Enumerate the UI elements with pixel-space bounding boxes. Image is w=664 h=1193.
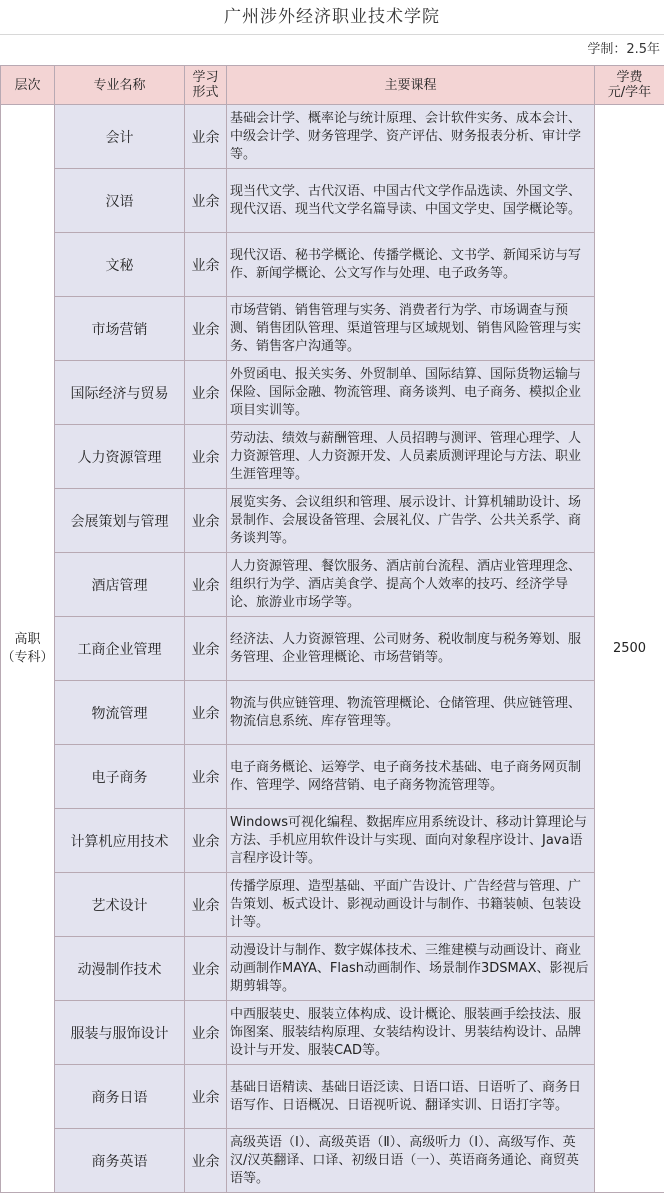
study-mode: 业余 <box>185 873 227 937</box>
major-name: 服装与服饰设计 <box>55 1001 185 1065</box>
major-name: 计算机应用技术 <box>55 809 185 873</box>
table-row <box>1 937 664 1001</box>
table-row <box>1 681 664 745</box>
level-line1: 高职 <box>14 632 40 647</box>
major-name: 文秘 <box>55 233 185 297</box>
major-name: 工商企业管理 <box>55 617 185 681</box>
major-name: 会展策划与管理 <box>55 489 185 553</box>
major-name: 商务日语 <box>55 1065 185 1129</box>
header-mode-line2: 形式 <box>192 85 218 100</box>
study-mode: 业余 <box>185 361 227 425</box>
main-courses: 中西服装史、服装立体构成、设计概论、服装画手绘技法、服饰图案、服装结构原理、女装结构设计、男装结构设计、品牌设计与开发、服装CAD等。 <box>227 1001 595 1065</box>
main-courses: 现当代文学、古代汉语、中国古代文学作品选读、外国文学、现代汉语、现当代文学名篇导读、中国文学史、国学概论等。 <box>227 169 595 233</box>
table-row <box>1 873 664 937</box>
table-row <box>1 809 664 873</box>
major-name: 艺术设计 <box>55 873 185 937</box>
major-name: 国际经济与贸易 <box>55 361 185 425</box>
main-courses: 动漫设计与制作、数字媒体技术、三维建模与动画设计、商业动画制作MAYA、Flash动画制作、场景制作3DSMAX、影视后期剪辑等。 <box>227 937 595 1001</box>
header-fee-line1: 学费 <box>616 70 642 85</box>
major-name: 商务英语 <box>55 1129 185 1193</box>
study-mode: 业余 <box>185 809 227 873</box>
study-mode: 业余 <box>185 425 227 489</box>
main-courses: 基础日语精读、基础日语泛读、日语口语、日语听了、商务日语写作、日语概况、日语视听说、翻译实训、日语打字等。 <box>227 1065 595 1129</box>
header-mode-line1: 学习 <box>192 70 218 85</box>
table-row <box>1 553 664 617</box>
study-mode: 业余 <box>185 297 227 361</box>
study-mode: 业余 <box>185 745 227 809</box>
main-courses: 高级英语（Ⅰ）、高级英语（Ⅱ）、高级听力（Ⅰ）、高级写作、英汉/汉英翻译、口译、初级日语（一）、英语商务通论、商贸英语等。 <box>227 1129 595 1193</box>
major-name: 会计 <box>55 105 185 169</box>
table-header-row <box>1 66 664 105</box>
main-courses: 外贸函电、报关实务、外贸制单、国际结算、国际货物运输与保险、国际金融、物流管理、商务谈判、电子商务、模拟企业项目实训等。 <box>227 361 595 425</box>
study-mode: 业余 <box>185 233 227 297</box>
study-mode: 业余 <box>185 937 227 1001</box>
main-courses: 劳动法、绩效与薪酬管理、人员招聘与测评、管理心理学、人力资源管理、人力资源开发、人员素质测评理论与方法、职业生涯管理等。 <box>227 425 595 489</box>
main-courses: 物流与供应链管理、物流管理概论、仓储管理、供应链管理、物流信息系统、库存管理等。 <box>227 681 595 745</box>
main-courses: Windows可视化编程、数据库应用系统设计、移动计算理论与方法、手机应用软件设计与实现、面向对象程序设计、Java语言程序设计等。 <box>227 809 595 873</box>
table-row <box>1 105 664 169</box>
study-mode: 业余 <box>185 681 227 745</box>
table-row <box>1 1001 664 1065</box>
table-row <box>1 745 664 809</box>
table-row <box>1 233 664 297</box>
study-mode: 业余 <box>185 1001 227 1065</box>
study-mode: 业余 <box>185 553 227 617</box>
main-courses: 电子商务概论、运筹学、电子商务技术基础、电子商务网页制作、管理学、网络营销、电子商务物流管理等。 <box>227 745 595 809</box>
table-row <box>1 361 664 425</box>
table-row <box>1 169 664 233</box>
table-row <box>1 617 664 681</box>
major-name: 市场营销 <box>55 297 185 361</box>
study-mode: 业余 <box>185 617 227 681</box>
header-mode <box>185 66 227 105</box>
study-mode: 业余 <box>185 1129 227 1193</box>
study-mode: 业余 <box>185 489 227 553</box>
header-major: 专业名称 <box>55 66 185 105</box>
main-courses: 现代汉语、秘书学概论、传播学概论、文书学、新闻采访与写作、新闻学概论、公文写作与处理、电子政务等。 <box>227 233 595 297</box>
major-name: 酒店管理 <box>55 553 185 617</box>
major-name: 电子商务 <box>55 745 185 809</box>
study-mode: 业余 <box>185 1065 227 1129</box>
main-courses: 经济法、人力资源管理、公司财务、税收制度与税务筹划、服务管理、企业管理概论、市场营销等。 <box>227 617 595 681</box>
main-courses: 市场营销、销售管理与实务、消费者行为学、市场调查与预测、销售团队管理、渠道管理与区域规划、销售风险管理与实务、销售客户沟通等。 <box>227 297 595 361</box>
main-courses: 人力资源管理、餐饮服务、酒店前台流程、酒店业管理理念、组织行为学、酒店美食学、提高个人效率的技巧、经济学导论、旅游业市场学等。 <box>227 553 595 617</box>
tuition-fee: 2500 <box>595 105 664 1193</box>
program-table <box>0 65 664 1193</box>
table-row <box>1 1065 664 1129</box>
table-row <box>1 489 664 553</box>
main-courses: 基础会计学、概率论与统计原理、会计软件实务、成本会计、中级会计学、财务管理学、资产评估、财务报表分析、审计学等。 <box>227 105 595 169</box>
major-name: 物流管理 <box>55 681 185 745</box>
major-name: 人力资源管理 <box>55 425 185 489</box>
header-level: 层次 <box>1 66 55 105</box>
header-courses: 主要课程 <box>227 66 595 105</box>
major-name: 动漫制作技术 <box>55 937 185 1001</box>
header-fee <box>595 66 664 105</box>
table-row <box>1 425 664 489</box>
major-name: 汉语 <box>55 169 185 233</box>
study-mode: 业余 <box>185 169 227 233</box>
main-courses: 传播学原理、造型基础、平面广告设计、广告经营与管理、广告策划、板式设计、影视动画设计与制作、书籍装帧、包装设计等。 <box>227 873 595 937</box>
duration-note: 学制：2.5年 <box>0 35 664 65</box>
level-line2: （专科） <box>1 650 53 665</box>
header-fee-line2: 元/学年 <box>608 85 651 100</box>
study-mode: 业余 <box>185 105 227 169</box>
level-cell <box>1 105 55 1193</box>
main-courses: 展览实务、会议组织和管理、展示设计、计算机辅助设计、场景制作、会展设备管理、会展礼仪、广告学、公共关系学、商务谈判等。 <box>227 489 595 553</box>
page-title: 广州涉外经济职业技术学院 <box>0 0 664 35</box>
table-row <box>1 297 664 361</box>
table-row <box>1 1129 664 1193</box>
